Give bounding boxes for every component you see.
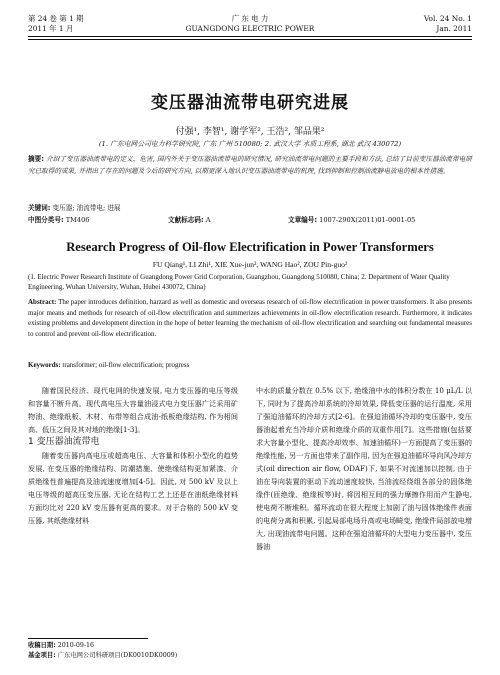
header-rule-thick — [28, 36, 472, 37]
body-paragraph: 中水的质量分数在 0.5% 以下, 绝缘油中水的体积分数在 10 μL/L 以下, 同时为了提高冷却系统的冷却效果, 降低变压器的运行温度, 采用了强迫油循环的冷却方式[2-6]。在强迫油循环冷却的变压器中, 变压器油起着充当冷却介质和绝缘介质的双重作用[7]。这些措施(包括要求大容量小型化、提高冷却效率、加速油循环)一方面提高了变压器的绝缘性能, 另一方面也带来了副作用, 因为在强迫油循环导向风冷却方式(oil direction air flow, ODAF)下, 如果不对流速加以控制, 由于油在导向装置的驱动下流动速度较快, 当油流经绕组各部分的固体绝缘件(匝绝缘、绝缘板等)时, 将因相互间的强力摩擦作用而产生静电, 使电荷不断堆积。循环流动在很大程度上加剧了油与固体绝缘件表面的电荷分离和积累, 引起局部电场升高或电场畸变, 绝缘件局部放电增大, 出现油流带电问题。这种在强迫油循环的大型电力变压器中, 变压器油 — [256, 386, 472, 551]
paper-title-cn: 变压器油流带电研究进展 — [151, 93, 349, 113]
article-number — [288, 215, 415, 226]
footnote-rule — [28, 638, 148, 639]
authors-cn: 付强¹, 李智¹, 谢学军², 王浩², 邹品果² — [175, 127, 325, 137]
volume-en: Vol. 24 No. 1 — [423, 14, 472, 23]
body-column-left — [28, 384, 238, 527]
clc-label: 中图分类号: — [28, 216, 64, 224]
affiliation-en: (1. Electric Power Research Institute of Guangdong Power Grid Corporation, Guangzhou, Guangdong 510080, China; 2. Department of Water Quality Engineering, Wuhan University, Wuhan, Hubei 430072, China) — [28, 273, 450, 291]
received-label: 收稿日期: — [28, 642, 56, 649]
affiliation-cn: (1. 广东电网公司电力科学研究院, 广东 广州 510080; 2. 武汉大学 水质工程系, 湖北 武汉 430072) — [98, 140, 402, 148]
body-column-right — [256, 384, 472, 553]
footnote — [28, 641, 177, 661]
keywords-cn — [28, 203, 472, 214]
journal-en: GUANGDONG ELECTRIC POWER — [185, 24, 315, 33]
keywords-en-text: transformer; oil-flow electrification; progress — [62, 361, 190, 369]
header-center — [28, 14, 472, 34]
date-cn: 2011 年 1 月 — [28, 24, 74, 33]
header-right — [424, 14, 472, 34]
paper-title-en: Research Progress of Oil-flow Electrification in Power Transformers — [66, 240, 434, 254]
body-paragraph: 随着国民经济、现代电网的快速发展, 电力变压器的电压等级和容量不断升高。现代高电压大容量油浸式电力变压器广泛采用矿物油、绝缘纸板、木材、布带等组合成油-纸板绝缘结构, 作为相间高、低压之间及其对地的绝缘[1-3]。 — [28, 386, 238, 434]
date-en: Jan. 2011 — [436, 24, 472, 33]
keywords-cn-label: 关键词: — [28, 204, 51, 212]
abstract-en-text: The paper introduces definition, harzard as well as domestic and overseas research of oil-flow electrification in power transformers. It also presents major means and methods for research of oil-flow electrification and summerizes achievements in oil-flow electrification research. Furthermore, it indicates existing problems and development direction in the hope of better learning the mechanism of oil-flow electrification and searching out fundamental measures to control and prevent oil-flow electrification. — [28, 298, 472, 338]
keywords-cn-text: 变压器; 油流带电; 进展 — [52, 204, 121, 212]
header-rule-thin — [28, 39, 472, 40]
abstract-en — [28, 297, 472, 339]
fund-project — [28, 651, 177, 661]
doc-value: A — [205, 216, 211, 224]
article-value: 1007-290X(2011)01-0001-05 — [319, 216, 416, 224]
authors-en: FU Qiang¹, LI Zhi¹, XIE Xue-jun², WANG Hao², ZOU Pin-guo² — [152, 260, 348, 269]
journal-cn: 广 东 电 力 — [231, 14, 269, 23]
section-heading: 1 变压器油流带电 — [28, 437, 100, 447]
article-label: 文章编号: — [288, 216, 318, 224]
keywords-en-label: Keywords: — [28, 361, 61, 369]
abstract-cn-text: 介绍了变压器油流带电的定义、危害, 国内外关于变压器油流带电的研究情况, 研究油流带电问题的主要手段和方法, 总结了目前变压器油流带电研究已取得的成果, 并指出了存在的问题及今后的研究方向, 以期更深入地认识变压器油流带电的机理, 找到抑制和控制油流静电放电的根本性措施。 — [28, 155, 472, 175]
fund-label: 基金项目: — [28, 652, 56, 659]
clc-value: TM406 — [65, 216, 90, 224]
doc-label: 文献标志码: — [168, 216, 204, 224]
doc-code — [168, 215, 210, 226]
fund-value: 广东电网公司科研项目(DK0010DK0009) — [57, 652, 178, 659]
abstract-en-label: Abstract: — [28, 298, 57, 306]
body-paragraph: 随着变压器向高电压或超高电压、大容量和体积小型化的趋势发展, 在变压器的绝缘结构、防潮措施、使绝缘结构更加紧凑、介质绝缘性普遍提高及油流速度增加[4-5]。因此, 对 500 kV 及以上电压等级的超高压变压器, 无论在结构工艺上还是在油纸绝缘材料方面均比对 220 kV 变压器有更高的要求。对于合格的 500 kV 变压器, 其纸绝缘材料 — [28, 451, 238, 525]
received-date — [28, 641, 177, 651]
abstract-cn-label: 摘要: — [28, 155, 44, 163]
abstract-cn — [28, 153, 472, 177]
keywords-en — [28, 360, 472, 370]
volume-cn: 第 24 卷 第 1 期 — [28, 14, 84, 23]
received-value: 2010-09-16 — [57, 642, 95, 649]
clc-code — [28, 215, 89, 226]
